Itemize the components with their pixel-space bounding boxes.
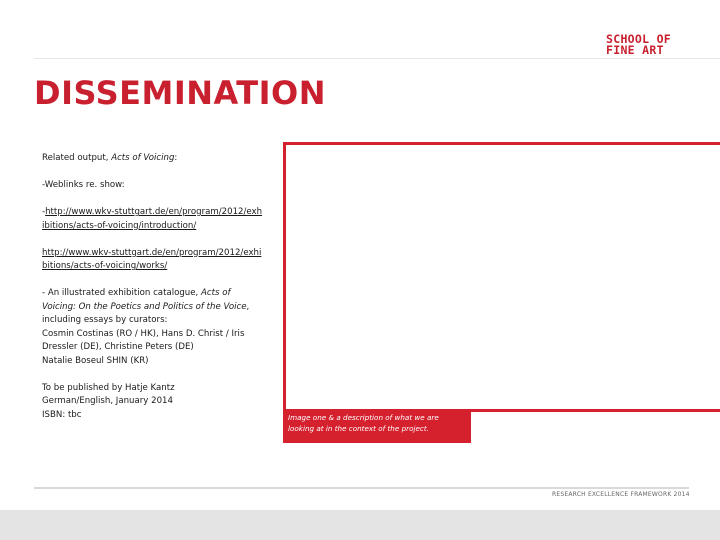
weblink-2[interactable]: http://www.wkv-stuttgart.de/en/program/2012/exhibitions/acts-of-voicing/works/ [42, 247, 262, 271]
logo-line-1: SCHOOL OF [606, 32, 672, 46]
image-caption: Image one & a description of what we are looking at in the context of the project. [288, 413, 439, 433]
weblink-1[interactable]: http://www.wkv-stuttgart.de/en/program/2012/exhibitions/acts-of-voicing/introduction/ [42, 207, 263, 231]
school-of-fine-art-logo [606, 34, 692, 56]
related-title: Acts of Voicing [111, 153, 175, 163]
image-placeholder-frame [283, 142, 720, 412]
catalogue-title: Acts of Voicing: On the Poetics and Politics of the Voice [42, 288, 247, 312]
weblink-1-line [42, 206, 264, 233]
footer-label: RESEARCH EXCELLENCE FRAMEWORK 2014 [552, 491, 690, 498]
publisher-line: To be published by Hatje Kantz [42, 382, 175, 393]
footer-divider [34, 487, 689, 489]
publication-info [42, 382, 264, 423]
related-output-line [42, 152, 264, 166]
curators-line-1: Cosmin Costinas (RO / HK), Hans D. Christ / Iris Dressler (DE), Christine Peters (DE) [42, 328, 245, 352]
bottom-band [0, 510, 720, 540]
curators-line-2: Natalie Boseul SHIN (KR) [42, 355, 149, 366]
language-date-line: German/English, January 2014 [42, 396, 173, 406]
logo-line-2: FINE ART [606, 43, 664, 57]
weblink-2-line [42, 247, 264, 274]
isbn-line: ISBN: tbc [42, 409, 82, 420]
related-suffix: : [174, 153, 178, 163]
image-caption-box [283, 409, 471, 443]
weblinks-label: -Weblinks re. show: [42, 180, 125, 190]
header-divider [34, 58, 720, 59]
catalogue-suffix: , including essays by curators: [42, 301, 250, 325]
weblink-1-prefix: - [42, 207, 46, 217]
catalogue-paragraph [42, 287, 264, 368]
body-text [42, 152, 264, 436]
catalogue-prefix: - An illustrated exhibition catalogue, [42, 288, 202, 298]
related-prefix: Related output, [42, 153, 112, 163]
page-title: DISSEMINATION [34, 74, 327, 112]
